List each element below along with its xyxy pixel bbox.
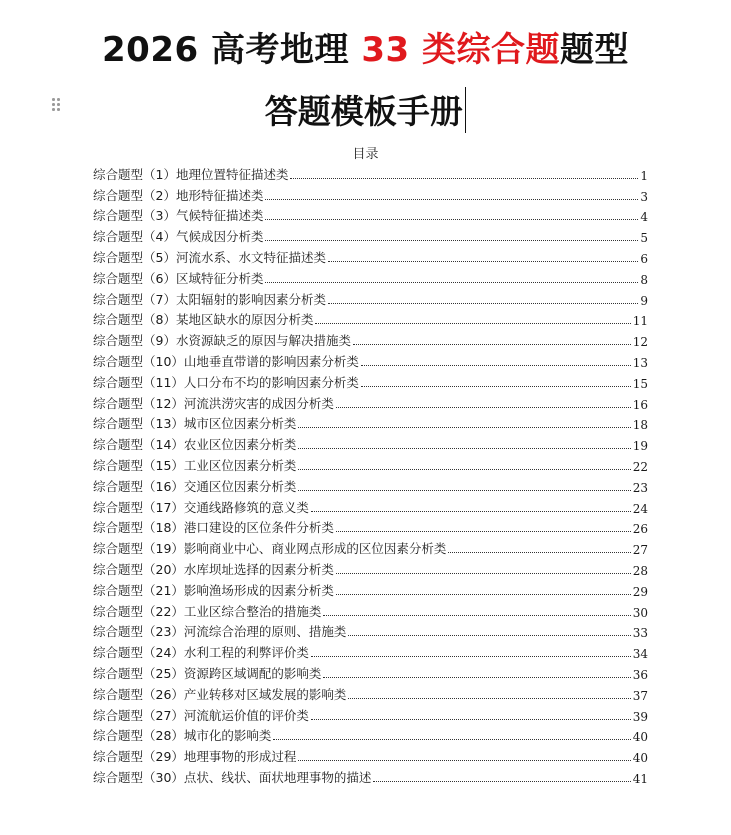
toc-entry-label: 综合题型 (93, 582, 144, 598)
toc-entry-text: 交通区位因素分析类 (183, 478, 297, 494)
toc-entry-text: 工业区综合整治的措施类 (183, 603, 322, 619)
toc-entry-number: （29） (143, 749, 184, 765)
toc-entry-page: 37 (632, 688, 648, 703)
toc-entry-text: 产业转移对区域发展的影响类 (183, 686, 347, 702)
toc-entry-text: 人口分布不均的影响因素分析类 (183, 374, 359, 390)
toc-entry[interactable] (93, 474, 648, 495)
toc-entry-number: （15） (143, 457, 184, 473)
toc-entry-text: 资源跨区域调配的影响类 (183, 665, 322, 681)
toc-entry[interactable] (93, 724, 648, 745)
toc-entry-number: （13） (143, 416, 184, 432)
toc-entry-page: 24 (632, 501, 648, 516)
toc-entry-label: 综合题型 (93, 520, 144, 536)
toc-entry-label: 综合题型 (93, 541, 144, 557)
toc-dot-leader (265, 218, 638, 220)
toc-dot-leader (361, 364, 631, 366)
toc-entry-text: 水利工程的利弊评价类 (183, 645, 309, 661)
document-title-line2[interactable] (0, 86, 731, 133)
title-line2-text: 答题模板手册 (264, 92, 463, 131)
toc-entry-label: 综合题型 (93, 416, 144, 432)
toc-entry-label: 综合题型 (93, 353, 144, 369)
toc-entry[interactable] (93, 266, 648, 287)
toc-entry-label: 综合题型 (93, 561, 144, 577)
toc-entry[interactable] (93, 495, 648, 516)
toc-entry-text: 河流综合治理的原则、措施类 (183, 624, 347, 640)
toc-entry-text: 河流水系、水文特征描述类 (175, 249, 326, 265)
toc-dot-leader (315, 322, 630, 324)
toc-entry[interactable] (93, 245, 648, 266)
toc-entry[interactable] (93, 308, 648, 329)
toc-dot-leader (336, 593, 631, 595)
toc-entry-number: （18） (143, 520, 184, 536)
toc-entry-number: （8） (143, 312, 176, 328)
toc-dot-leader (323, 676, 630, 678)
toc-entry-text: 气候成因分析类 (175, 229, 264, 245)
toc-entry-page: 6 (640, 251, 648, 266)
toc-entry-label: 综合题型 (93, 478, 144, 494)
toc-dot-leader (328, 302, 638, 304)
toc-dot-leader (353, 343, 631, 345)
toc-dot-leader (348, 697, 630, 699)
toc-entry-text: 点状、线状、面状地理事物的描述 (183, 769, 372, 785)
toc-entry[interactable] (93, 328, 648, 349)
toc-entry-number: （6） (143, 270, 176, 286)
toc-entry[interactable] (93, 204, 648, 225)
toc-dot-leader (373, 780, 630, 782)
toc-entry[interactable] (93, 432, 648, 453)
toc-entry-label: 综合题型 (93, 166, 144, 182)
toc-entry-text: 地理事物的形成过程 (183, 749, 297, 765)
toc-entry-text: 水资源缺乏的原因与解决措施类 (175, 333, 351, 349)
toc-entry[interactable] (93, 224, 648, 245)
toc-entry-text: 港口建设的区位条件分析类 (183, 520, 334, 536)
toc-entry[interactable] (93, 620, 648, 641)
toc-dot-leader (265, 281, 638, 283)
toc-entry-number: （22） (143, 603, 184, 619)
toc-entry-page: 22 (632, 459, 648, 474)
toc-entry-label: 综合题型 (93, 665, 144, 681)
toc-entry-number: （17） (143, 499, 184, 515)
toc-entry-text: 山地垂直带谱的影响因素分析类 (183, 353, 359, 369)
toc-entry-number: （28） (143, 728, 184, 744)
toc-entry[interactable] (93, 703, 648, 724)
toc-entry-page: 40 (632, 751, 648, 766)
toc-entry-label: 综合题型 (93, 437, 144, 453)
document-title-line1[interactable] (0, 22, 731, 71)
toc-entry-page: 29 (632, 584, 648, 599)
toc-entry-number: （12） (143, 395, 184, 411)
toc-entry-text: 河流航运价值的评价类 (183, 707, 309, 723)
toc-entry-page: 33 (632, 626, 648, 641)
toc-heading: 目录 (352, 147, 379, 162)
toc-dot-leader (336, 530, 631, 532)
toc-dot-leader (298, 759, 630, 761)
toc-entry-label: 综合题型 (93, 333, 144, 349)
toc-entry-number: （14） (143, 437, 184, 453)
toc-dot-leader (336, 406, 631, 408)
toc-entry[interactable] (93, 412, 648, 433)
toc-entry[interactable] (93, 557, 648, 578)
toc-entry-page: 11 (632, 314, 648, 329)
title-highlight: 33 类综合题 (361, 30, 560, 70)
toc-entry[interactable] (93, 391, 648, 412)
toc-entry-number: （5） (143, 249, 176, 265)
toc-entry-page: 12 (632, 335, 648, 350)
toc-entry-number: （11） (143, 374, 184, 390)
toc-dot-leader (323, 614, 630, 616)
toc-entry-number: （25） (143, 665, 184, 681)
toc-dot-leader (273, 738, 630, 740)
toc-entry-page: 28 (632, 563, 648, 578)
toc-entry-label: 综合题型 (93, 457, 144, 473)
toc-dot-leader (348, 634, 630, 636)
toc-entry-page: 15 (632, 376, 648, 391)
toc-entry-number: （9） (143, 333, 176, 349)
toc-entry-page: 34 (632, 647, 648, 662)
toc-entry-number: （1） (143, 166, 176, 182)
toc-entry[interactable] (93, 370, 648, 391)
toc-entry-number: （4） (143, 229, 176, 245)
toc-dot-leader (298, 489, 630, 491)
toc-dot-leader (265, 198, 638, 200)
toc-entry-number: （16） (143, 478, 184, 494)
toc-dot-leader (290, 177, 638, 179)
toc-entry[interactable] (93, 640, 648, 661)
toc-entry-number: （26） (143, 686, 184, 702)
title-part1: 2026 高考地理 (102, 30, 362, 70)
toc-entry-text: 影响商业中心、商业网点形成的区位因素分析类 (183, 541, 447, 557)
toc-entry-text: 工业区位因素分析类 (183, 457, 297, 473)
toc-entry-number: （27） (143, 707, 184, 723)
toc-dot-leader (328, 260, 638, 262)
toc-entry-page: 26 (632, 522, 648, 537)
toc-entry-number: （2） (143, 187, 176, 203)
toc-entry-text: 地形特征描述类 (175, 187, 264, 203)
toc-entry-text: 区域特征分析类 (175, 270, 264, 286)
toc-entry-label: 综合题型 (93, 249, 144, 265)
toc-entry-label: 综合题型 (93, 374, 144, 390)
toc-entry-text: 地理位置特征描述类 (175, 166, 289, 182)
toc-entry-page: 39 (632, 709, 648, 724)
toc-entry[interactable] (93, 162, 648, 183)
toc-dot-leader (311, 718, 631, 720)
toc-entry-page: 23 (632, 480, 648, 495)
toc-entry-label: 综合题型 (93, 312, 144, 328)
toc-entry[interactable] (93, 183, 648, 204)
toc-entry[interactable] (93, 599, 648, 620)
toc-entry[interactable] (93, 536, 648, 557)
toc-entry[interactable] (93, 661, 648, 682)
toc-entry-label: 综合题型 (93, 603, 144, 619)
toc-entry-page: 9 (640, 293, 648, 308)
toc-entry-text: 水库坝址选择的因素分析类 (183, 561, 334, 577)
toc-entry-text: 气候特征描述类 (175, 208, 264, 224)
toc-entry-number: （23） (143, 624, 184, 640)
toc-entry-label: 综合题型 (93, 749, 144, 765)
toc-entry-page: 19 (632, 439, 648, 454)
toc-entry-number: （20） (143, 561, 184, 577)
toc-entry-page: 30 (632, 605, 648, 620)
toc-entry[interactable] (93, 287, 648, 308)
toc-entry-label: 综合题型 (93, 395, 144, 411)
toc-entry[interactable] (93, 765, 648, 786)
toc-entry-number: （30） (143, 769, 184, 785)
toc-entry-number: （7） (143, 291, 176, 307)
toc-entry-label: 综合题型 (93, 499, 144, 515)
toc-dot-leader (448, 551, 630, 553)
toc-entry-number: （3） (143, 208, 176, 224)
toc-dot-leader (336, 572, 631, 574)
toc-entry[interactable] (93, 453, 648, 474)
toc-entry[interactable] (93, 682, 648, 703)
table-of-contents (93, 162, 648, 786)
toc-entry-label: 综合题型 (93, 769, 144, 785)
toc-entry-page: 3 (640, 189, 648, 204)
toc-entry-page: 18 (632, 418, 648, 433)
toc-entry-text: 河流洪涝灾害的成因分析类 (183, 395, 334, 411)
toc-entry-page: 27 (632, 543, 648, 558)
toc-entry-number: （24） (143, 645, 184, 661)
toc-dot-leader (298, 426, 630, 428)
toc-entry-page: 40 (632, 730, 648, 745)
toc-entry-label: 综合题型 (93, 624, 144, 640)
toc-entry-page: 8 (640, 272, 648, 287)
toc-entry-page: 5 (640, 231, 648, 246)
toc-entry[interactable] (93, 744, 648, 765)
toc-entry[interactable] (93, 349, 648, 370)
toc-entry-label: 综合题型 (93, 686, 144, 702)
toc-entry-label: 综合题型 (93, 229, 144, 245)
toc-entry-number: （19） (143, 541, 184, 557)
toc-entry-page: 41 (632, 771, 648, 786)
toc-entry-page: 1 (640, 168, 648, 183)
toc-entry-label: 综合题型 (93, 270, 144, 286)
toc-entry-page: 4 (640, 210, 648, 225)
toc-entry-text: 农业区位因素分析类 (183, 437, 297, 453)
toc-entry-text: 城市化的影响类 (183, 728, 272, 744)
toc-entry-page: 13 (632, 355, 648, 370)
toc-dot-leader (311, 655, 631, 657)
toc-entry-label: 综合题型 (93, 187, 144, 203)
toc-dot-leader (311, 510, 631, 512)
toc-entry-page: 16 (632, 397, 648, 412)
toc-dot-leader (265, 239, 638, 241)
toc-entry-text: 城市区位因素分析类 (183, 416, 297, 432)
title-part2: 题型 (559, 30, 629, 70)
toc-entry-text: 影响渔场形成的因素分析类 (183, 582, 334, 598)
toc-entry-number: （10） (143, 353, 184, 369)
toc-entry-label: 综合题型 (93, 707, 144, 723)
toc-dot-leader (298, 447, 630, 449)
toc-dot-leader (298, 468, 630, 470)
text-cursor (465, 87, 467, 133)
toc-entry-text: 太阳辐射的影响因素分析类 (175, 291, 326, 307)
toc-entry-page: 36 (632, 667, 648, 682)
toc-entry[interactable] (93, 578, 648, 599)
toc-entry-label: 综合题型 (93, 728, 144, 744)
toc-entry-text: 某地区缺水的原因分析类 (175, 312, 314, 328)
toc-dot-leader (361, 385, 631, 387)
toc-entry[interactable] (93, 516, 648, 537)
toc-entry-label: 综合题型 (93, 208, 144, 224)
toc-entry-label: 综合题型 (93, 645, 144, 661)
toc-entry-text: 交通线路修筑的意义类 (183, 499, 309, 515)
toc-entry-label: 综合题型 (93, 291, 144, 307)
toc-entry-number: （21） (143, 582, 184, 598)
